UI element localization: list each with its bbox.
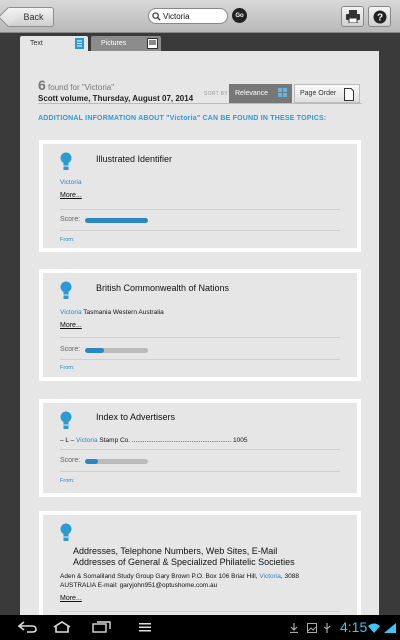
- divider: [38, 103, 362, 104]
- divider: [60, 230, 340, 231]
- divider: [60, 337, 340, 338]
- lightbulb-icon: [60, 281, 72, 301]
- page-icon: [344, 88, 354, 101]
- score-label: Score:: [60, 457, 81, 464]
- results-count: [38, 77, 114, 93]
- search-icon: [152, 12, 161, 21]
- document-icon: [74, 38, 85, 49]
- from-label: From:: [60, 237, 75, 243]
- topic-card[interactable]: [39, 399, 361, 497]
- lightbulb-icon: [60, 411, 72, 431]
- card-snippet: [60, 573, 299, 580]
- menu-icon[interactable]: [138, 621, 152, 633]
- snippet-highlight: Victoria: [60, 179, 82, 186]
- sort-page-order-label: Page Order: [300, 90, 337, 97]
- tab-text[interactable]: [20, 36, 88, 51]
- divider: [60, 471, 340, 472]
- help-button[interactable]: [368, 6, 391, 27]
- score-label: Score:: [60, 346, 81, 353]
- score-fill: [85, 348, 104, 353]
- battery-icon: [384, 623, 396, 633]
- snippet-highlight: Victoria: [60, 309, 82, 316]
- volume-title: Scott volume, Thursday, August 07, 2014: [38, 94, 194, 103]
- clock: 4:15: [340, 619, 368, 635]
- snippet-highlight: Victoria: [259, 573, 281, 580]
- results-found-for: found for "Victoria": [48, 83, 115, 92]
- score-fill: [85, 459, 98, 464]
- snippet-text: – L –: [60, 437, 77, 444]
- card-snippet: [60, 437, 248, 444]
- go-button[interactable]: [232, 8, 247, 23]
- usb-icon: [322, 623, 332, 633]
- results-count-number: 6: [38, 77, 46, 93]
- tab-text-label: Text: [30, 40, 43, 47]
- additional-info-heading: ADDITIONAL INFORMATION ABOUT "Victoria" CAN BE FOUND IN THESE TOPICS:: [38, 115, 327, 122]
- divider: [60, 209, 340, 210]
- more-link[interactable]: More...: [60, 595, 82, 602]
- lightbulb-icon: [60, 152, 72, 172]
- card-snippet: [60, 179, 82, 186]
- card-title: Index to Advertisers: [96, 412, 176, 422]
- card-title: Illustrated Identifier: [96, 154, 173, 164]
- snippet-text: Aden & Somaliland Study Group Gary Brown P.O. Box 106 Briar Hill,: [60, 573, 260, 580]
- card-subtitle: Addresses of General & Specialized Philatelic Societies: [73, 557, 295, 567]
- recent-apps-icon[interactable]: [92, 621, 112, 633]
- system-nav-bar: [0, 615, 400, 640]
- topic-card[interactable]: [39, 269, 361, 381]
- lightbulb-icon: [60, 523, 72, 543]
- score-fill: [85, 218, 148, 223]
- print-icon: [346, 10, 360, 23]
- snippet-highlight: Victoria: [76, 437, 98, 444]
- print-button[interactable]: [341, 6, 364, 27]
- back-button[interactable]: [7, 7, 54, 27]
- from-label: From:: [60, 478, 75, 484]
- snippet-text: Tasmania Western Australia: [81, 309, 164, 316]
- snippet-text: Stamp Co. ....................................................... 1005: [97, 437, 248, 444]
- top-toolbar: [0, 0, 400, 33]
- score-bar: [85, 348, 148, 353]
- card-snippet: [60, 309, 164, 316]
- help-icon: [373, 10, 387, 24]
- home-nav-icon[interactable]: [52, 621, 72, 633]
- divider: [60, 449, 340, 450]
- image-notification-icon: [307, 623, 317, 633]
- results-panel: [20, 51, 379, 615]
- more-link[interactable]: More...: [60, 322, 82, 329]
- divider: [60, 611, 340, 612]
- go-label: Go: [235, 12, 244, 19]
- topic-card[interactable]: [39, 140, 361, 252]
- card-snippet: AUSTRALIA E-mail: garyjohn951@optushome.com.au: [60, 582, 218, 589]
- sort-page-order-button[interactable]: [294, 84, 360, 103]
- score-label: Score:: [60, 216, 81, 223]
- tab-pictures-label: Pictures: [101, 40, 127, 47]
- sort-relevance-button[interactable]: [229, 84, 292, 103]
- svg-text:?: ?: [376, 12, 383, 23]
- grid-icon: [278, 88, 288, 98]
- divider: [60, 359, 340, 360]
- card-title: Addresses, Telephone Numbers, Web Sites, E-Mail: [73, 546, 278, 556]
- search-box[interactable]: [148, 8, 228, 24]
- back-label: Back: [23, 12, 44, 22]
- back-nav-icon[interactable]: [18, 621, 38, 633]
- search-input[interactable]: [163, 12, 223, 21]
- topic-card[interactable]: [39, 511, 361, 615]
- tab-pictures[interactable]: [91, 36, 161, 51]
- download-icon: [290, 623, 298, 633]
- from-label: From:: [60, 365, 75, 371]
- snippet-text: , 3088: [280, 573, 299, 580]
- wifi-icon: [368, 623, 380, 633]
- sort-by-label: SORT BY: [204, 91, 228, 97]
- sort-relevance-label: Relevance: [235, 90, 269, 97]
- card-title: British Commonwealth of Nations: [96, 283, 230, 293]
- more-link[interactable]: More...: [60, 192, 82, 199]
- score-bar: [85, 218, 148, 223]
- picture-icon: [147, 38, 158, 49]
- score-bar: [85, 459, 148, 464]
